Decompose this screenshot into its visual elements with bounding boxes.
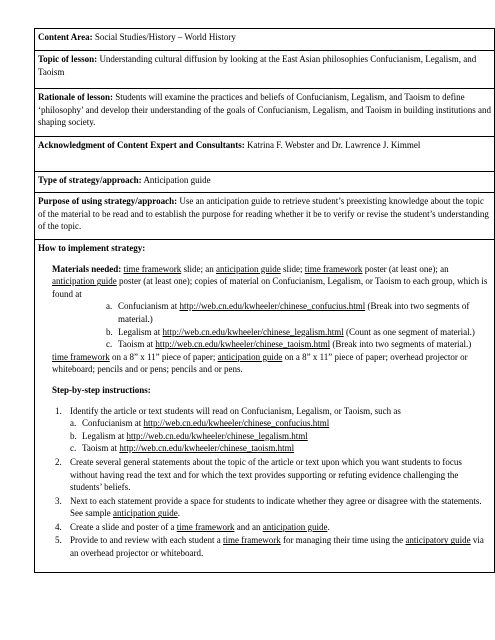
step-text: Provide to and review with each student a <box>70 535 223 546</box>
step-text: for managing their time using the <box>280 535 406 546</box>
step-text: and an <box>234 521 263 532</box>
step-sub-item <box>70 442 491 455</box>
list-letter: b. <box>70 430 77 441</box>
row-acknowledgment <box>35 137 495 172</box>
taoism-url-link[interactable]: http://web.cn.edu/kwheeler/chinese_taoism.html <box>119 443 295 454</box>
topic-value: Understanding cultural diffusion by looking at the East Asian philosophies Confucianism, Legalism, and Taoism <box>38 54 477 77</box>
rationale-label: Rationale of lesson: <box>38 92 113 102</box>
paper-materials-paragraph <box>38 351 491 376</box>
step-text: Next to each statement provide a space for students to indicate whether they agree or disagree with the statements. See sample <box>70 495 482 519</box>
step-item-4 <box>38 521 491 534</box>
acknowledgment-value: Katrina F. Webster and Dr. Lawrence J. Kimmel <box>247 140 421 150</box>
time-framework-link[interactable]: time framework <box>304 263 363 274</box>
purpose-value: Use an anticipation guide to retrieve student’s preexisting knowledge about the topic of the material to be read and to establish the purpose for reading whether it be to verify or revise the student’s understanding of the topic. <box>38 196 489 232</box>
anticipation-guide-link[interactable]: anticipation guide <box>217 351 283 362</box>
content-area-value: Social Studies/History – World History <box>94 32 236 42</box>
link-note: (Break into two segments of material.) <box>330 339 472 350</box>
list-letter: c. <box>106 339 113 350</box>
step-number: 2. <box>55 456 62 467</box>
materials-text: poster (at least one); copies of material on Confucianism, Legalism, or Taoism to each group, which is found at <box>52 276 488 299</box>
step-text: via an overhead projector or whiteboard. <box>70 535 484 559</box>
anticipation-guide-link[interactable]: anticipation guide <box>215 263 281 274</box>
link-note: (Count as one segment of material.) <box>343 326 475 337</box>
step-item-5 <box>38 534 491 559</box>
step-number: 5. <box>55 535 62 546</box>
anticipation-guide-link[interactable]: anticipation guide <box>52 276 117 287</box>
content-area-label: Content Area: <box>38 32 93 42</box>
row-purpose <box>35 193 495 240</box>
anticipatory-guide-link[interactable]: anticipatory guide <box>405 535 471 546</box>
confucianism-url-link[interactable]: http://web.cn.edu/kwheeler/chinese_confucius.html <box>143 418 330 429</box>
step-text: . <box>327 521 330 532</box>
step-text: . <box>177 508 180 519</box>
step-number: 1. <box>55 405 62 416</box>
purpose-label: Purpose of using strategy/approach: <box>38 196 178 206</box>
link-prefix: Legalism at <box>118 326 163 337</box>
row-topic <box>35 51 495 89</box>
link-note: (Break into two segments of material.) <box>118 301 470 324</box>
legalism-url-link[interactable]: http://web.cn.edu/kwheeler/chinese_legalism.html <box>162 326 344 337</box>
materials-link-list <box>38 300 491 350</box>
step-text: Create a slide and poster of a <box>70 521 177 532</box>
materials-text: on a 8” x 11” piece of paper; overhead projector or whiteboard; pencils and or pens; pencils and or pens. <box>52 351 468 375</box>
step-sub-item <box>70 430 491 443</box>
step-item-3 <box>38 495 491 520</box>
step-text: Create several general statements about the topic of the article or text upon which you want students to focus without having read the text and for which the text provides supporting or refuting evidence challenging the students’ beliefs. <box>70 456 462 493</box>
steps-heading: Step-by-step instructions: <box>52 384 151 395</box>
step-item-2 <box>38 456 491 494</box>
topic-label: Topic of lesson: <box>38 54 98 64</box>
link-prefix: Confucianism at <box>118 301 180 312</box>
list-letter: b. <box>106 326 113 337</box>
step-item-1 <box>38 405 491 455</box>
step-number: 3. <box>55 495 62 506</box>
link-prefix: Legalism at <box>82 430 127 441</box>
step-text: Identify the article or text students will read on Confucianism, Legalism, or Taoism, such as <box>70 405 401 416</box>
steps-list <box>38 405 491 560</box>
anticipation-guide-link[interactable]: anticipation guide <box>113 508 178 519</box>
list-letter: a. <box>106 301 113 312</box>
materials-text: on a 8” x 11” piece of paper; <box>109 351 218 362</box>
time-framework-link[interactable]: time framework <box>52 351 110 362</box>
legalism-url-link[interactable]: http://web.cn.edu/kwheeler/chinese_legalism.html <box>126 430 308 441</box>
rationale-value: Students will examine the practices and beliefs of Confucianism, Legalism, and Taoism to define ‘philosophy’ and develop their understanding of the goals of Confucianism, Legalism, and Taoism in building institutions and shaping society. <box>38 92 491 128</box>
time-framework-link[interactable]: time framework <box>222 535 281 546</box>
acknowledgment-label: Acknowledgment of Content Expert and Consultants: <box>38 140 245 150</box>
materials-link-item <box>38 338 491 351</box>
taoism-url-link[interactable]: http://web.cn.edu/kwheeler/chinese_taoism.html <box>155 339 331 350</box>
anticipation-guide-link[interactable]: anticipation guide <box>262 521 328 532</box>
step-number: 4. <box>55 521 62 532</box>
row-strategy-type <box>35 172 495 193</box>
link-prefix: Taoism at <box>118 339 156 350</box>
lesson-plan-document <box>34 28 495 573</box>
materials-text: slide; an <box>181 263 216 274</box>
materials-link-item <box>38 300 491 325</box>
materials-text: poster (at least one); an <box>362 263 449 274</box>
row-rationale <box>35 89 495 137</box>
time-framework-link[interactable]: time framework <box>176 521 235 532</box>
link-prefix: Taoism at <box>82 443 120 454</box>
time-framework-link[interactable]: time framework <box>123 263 182 274</box>
lesson-plan-table <box>34 28 495 573</box>
materials-label: Materials needed: <box>52 263 122 274</box>
row-content-area <box>35 29 495 51</box>
row-implementation <box>35 240 495 573</box>
materials-paragraph <box>38 263 491 301</box>
materials-text: slide; <box>280 263 305 274</box>
implement-heading: How to implement strategy: <box>38 243 146 253</box>
steps-heading-line <box>38 384 491 397</box>
strategy-type-label: Type of strategy/approach: <box>38 175 142 185</box>
confucianism-url-link[interactable]: http://web.cn.edu/kwheeler/chinese_confucius.html <box>179 301 366 312</box>
strategy-type-value: Anticipation guide <box>143 175 211 185</box>
list-letter: a. <box>70 418 77 429</box>
link-prefix: Confucianism at <box>82 418 144 429</box>
materials-link-item <box>38 326 491 339</box>
step-sub-item <box>70 417 491 430</box>
list-letter: c. <box>70 443 77 454</box>
